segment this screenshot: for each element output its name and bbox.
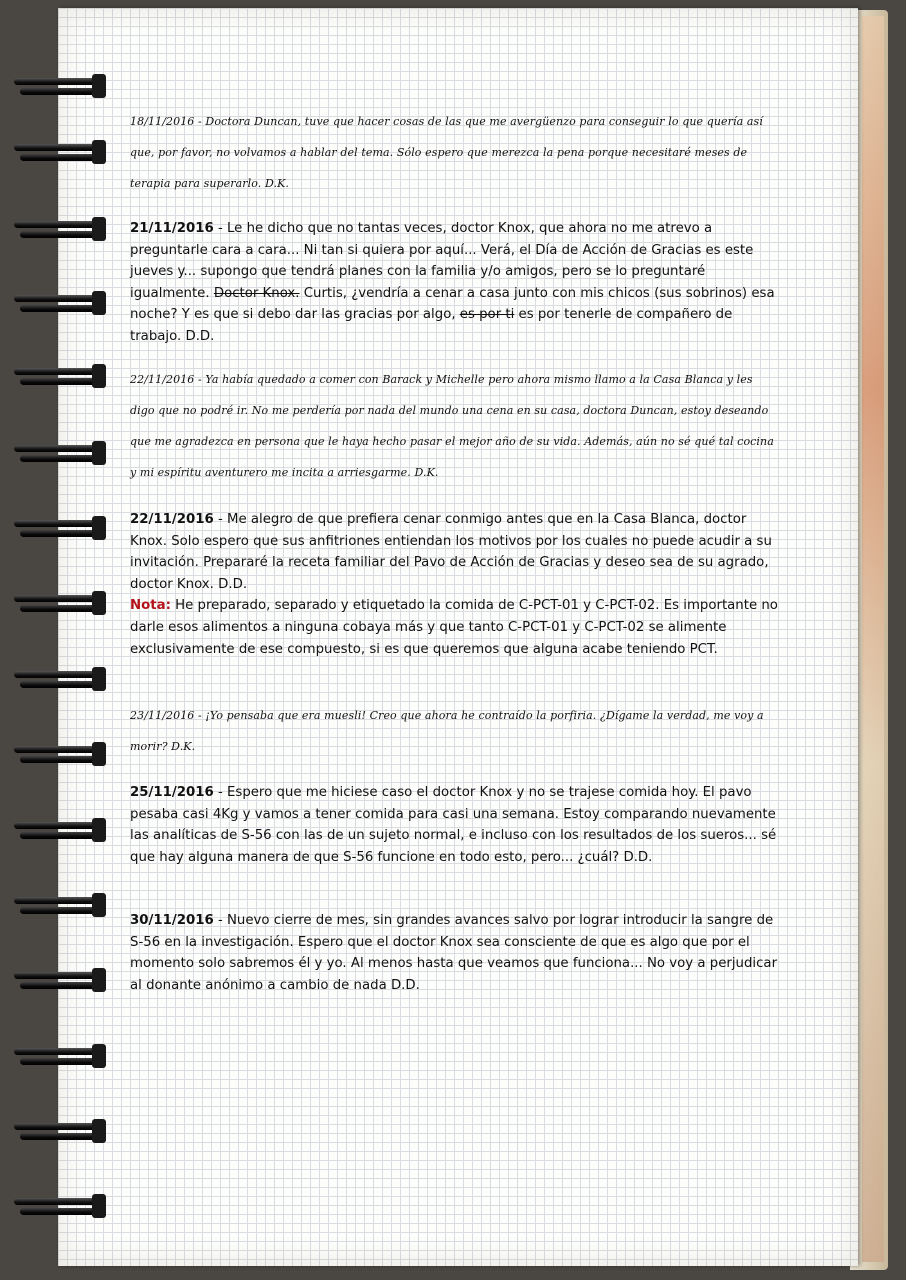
struck-text: Doctor Knox. [213, 285, 300, 301]
entry-text: - Le he dicho que no tantas veces, doctor Knox, que ahora no me atrevo a preguntarle cara a cara... Ni tan si quiera por aquí... Verá, el Día de Acción de Gracias es este jueves y... supongo que tendrá planes con la familia y/o amigos, pero se lo preguntaré igualmente. [130, 221, 754, 301]
nota-text: He preparado, separado y etiquetado la comida de C-PCT-01 y C-PCT-02. Es importante no darle esos alimentos a ninguna cobaya más y que tanto C-PCT-01 y C-PCT-02 se alimente exclusivamente de ese compuesto, si es que queremos que alguna acabe teniendo PCT. [130, 598, 778, 657]
spiral-ring [14, 738, 106, 768]
entry-text: - Me alegro de que prefiera cenar conmigo antes que en la Casa Blanca, doctor Knox. Solo espero que sus anfitriones entiendan los motivos por los cuales no puede acudir a su invitación. Prepararé la receta familiar del Pavo de Acción de Gracias y deseo sea de su agrado, doctor Knox. D.D. [130, 512, 772, 592]
spiral-ring [14, 287, 106, 317]
spiral-ring [14, 70, 106, 100]
entry-date: 25/11/2016 [130, 785, 214, 800]
entry-date: 18/11/2016 [130, 115, 195, 128]
spiral-ring [14, 889, 106, 919]
spiral-ring [14, 213, 106, 243]
struck-text: es por ti [459, 307, 515, 323]
nota-label: Nota: [130, 598, 171, 614]
spiral-ring [14, 512, 106, 542]
entry-text: - Espero que me hiciese caso el doctor Knox y no se trajese comida hoy. El pavo pesaba casi 4Kg y vamos a tener comida para casi una semana. Estoy comparando nuevamente las analíticas de S-56 con las de un sujeto normal, e incluso con los resultados de los sueros... sé que hay alguna manera de que S-56 funcione en todo esto, pero... ¿cuál? D.D. [130, 785, 777, 865]
entry-date: 21/11/2016 [130, 221, 214, 236]
journal-entry-dd [130, 782, 780, 868]
entry-date: 30/11/2016 [130, 913, 214, 928]
journal-entry-dk [130, 364, 780, 488]
spiral-ring [14, 964, 106, 994]
entry-text: - Doctora Duncan, tuve que hacer cosas de las que me avergüenzo para conseguir lo que quería así que, por favor, no volvamos a hablar del tema. Sólo espero que merezca la pena porque necesitaré meses de terapia para superarlo. D.K. [130, 115, 763, 190]
entry-text: Curtis, ¿vendría a cenar a casa junto con mis chicos (sus sobrinos) esa noche? Y es que si debo dar las gracias por algo, [130, 285, 775, 323]
entry-text: es por tenerle de compañero de trabajo. D.D. [130, 307, 733, 344]
journal-entry-dk [130, 106, 780, 199]
notebook-back-edge [862, 16, 884, 1262]
entry-date: 22/11/2016 [130, 512, 214, 527]
journal-entry-dd [130, 218, 780, 348]
journal-entry-dd [130, 910, 780, 996]
entry-text: - Ya había quedado a comer con Barack y Michelle pero ahora mismo llamo a la Casa Blanca y les digo que no podré ir. No me perdería por nada del mundo una cena en su casa, doctora Duncan, estoy deseando que me agradezca en persona que le haya hecho pasar el mejor año de su vida. Además, aún no sé qué tal cocina y mi espíritu aventurero me incita a arriesgarme. D.K. [130, 373, 774, 479]
spiral-ring [14, 587, 106, 617]
spiral-ring [14, 1190, 106, 1220]
spiral-ring [14, 1040, 106, 1070]
spiral-ring [14, 663, 106, 693]
entry-text: - ¡Yo pensaba que era muesli! Creo que ahora he contraído la porfiria. ¿Dígame la verdad, me voy a morir? D.K. [130, 709, 764, 753]
journal-entry-dk [130, 700, 780, 762]
entry-text: - Nuevo cierre de mes, sin grandes avances salvo por lograr introducir la sangre de S-56 en la investigación. Espero que el doctor Knox sea consciente de que es algo que por el momento solo sabremos él y yo. Al menos hasta que veamos que funciona... No voy a perjudicar al donante anónimo a cambio de nada D.D. [130, 913, 778, 993]
journal-entry-dd [130, 509, 780, 660]
spiral-ring [14, 437, 106, 467]
entry-date: 22/11/2016 [130, 373, 195, 386]
spiral-ring [14, 360, 106, 390]
spiral-ring [14, 1115, 106, 1145]
entry-date: 23/11/2016 [130, 709, 195, 722]
spiral-ring [14, 136, 106, 166]
spiral-ring [14, 814, 106, 844]
